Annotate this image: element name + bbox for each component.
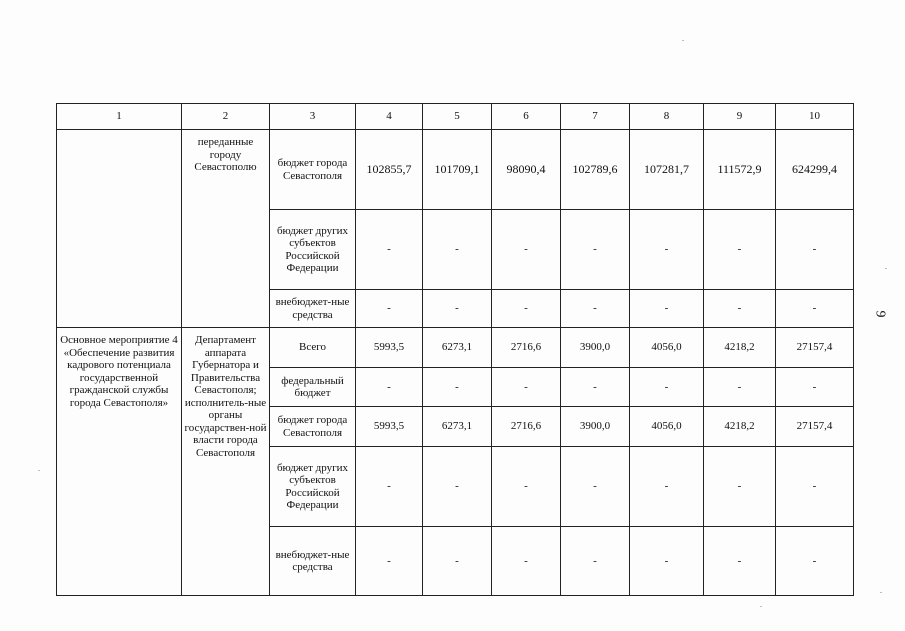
value-cell: - <box>423 447 492 527</box>
header-cell: 10 <box>776 104 854 130</box>
header-cell: 1 <box>57 104 182 130</box>
value-cell: - <box>356 290 423 328</box>
header-cell: 7 <box>561 104 630 130</box>
value-cell: - <box>776 210 854 290</box>
value-cell: 27157,4 <box>776 407 854 447</box>
value-cell: 107281,7 <box>630 130 704 210</box>
value-cell: 102855,7 <box>356 130 423 210</box>
funding-source-cell: бюджет других субъектов Российской Федерации <box>270 210 356 290</box>
funding-source-cell: Всего <box>270 328 356 368</box>
executor-cell: Департамент аппарата Губернатора и Правительства Севастополя; исполнитель-ные органы государствен-ной власти города Севастополя <box>182 328 270 596</box>
value-cell: - <box>492 527 561 596</box>
header-cell: 9 <box>704 104 776 130</box>
header-row <box>57 104 854 130</box>
table-row <box>57 328 854 368</box>
recipient-cell: переданные городу Севастополю <box>182 130 270 328</box>
value-cell: - <box>423 368 492 407</box>
value-cell: - <box>423 527 492 596</box>
value-cell: - <box>561 527 630 596</box>
value-cell: - <box>630 210 704 290</box>
value-cell: - <box>630 527 704 596</box>
value-cell: - <box>704 368 776 407</box>
empty-cell <box>57 130 182 328</box>
value-cell: - <box>356 368 423 407</box>
value-cell: - <box>561 447 630 527</box>
value-cell: 4056,0 <box>630 328 704 368</box>
header-cell: 6 <box>492 104 561 130</box>
value-cell: 624299,4 <box>776 130 854 210</box>
header-cell: 3 <box>270 104 356 130</box>
header-cell: 4 <box>356 104 423 130</box>
value-cell: - <box>704 527 776 596</box>
scan-speck <box>682 40 684 41</box>
table-row <box>57 130 854 210</box>
value-cell: 6273,1 <box>423 328 492 368</box>
value-cell: - <box>704 210 776 290</box>
value-cell: - <box>630 447 704 527</box>
funding-source-cell: бюджет города Севастополя <box>270 130 356 210</box>
value-cell: 3900,0 <box>561 328 630 368</box>
value-cell: - <box>561 368 630 407</box>
funding-source-cell: бюджет других субъектов Российской Федерации <box>270 447 356 527</box>
value-cell: 102789,6 <box>561 130 630 210</box>
header-cell: 5 <box>423 104 492 130</box>
value-cell: 4056,0 <box>630 407 704 447</box>
funding-source-cell: внебюджет-ные средства <box>270 290 356 328</box>
value-cell: 101709,1 <box>423 130 492 210</box>
value-cell: 4218,2 <box>704 407 776 447</box>
funding-source-cell: внебюджет-ные средства <box>270 527 356 596</box>
value-cell: - <box>356 210 423 290</box>
header-cell: 8 <box>630 104 704 130</box>
value-cell: - <box>776 290 854 328</box>
value-cell: - <box>776 447 854 527</box>
value-cell: 5993,5 <box>356 407 423 447</box>
value-cell: - <box>630 368 704 407</box>
funding-source-cell: федеральный бюджет <box>270 368 356 407</box>
value-cell: - <box>561 290 630 328</box>
value-cell: 27157,4 <box>776 328 854 368</box>
value-cell: - <box>492 210 561 290</box>
value-cell: - <box>492 290 561 328</box>
budget-table <box>56 103 854 596</box>
value-cell: - <box>776 368 854 407</box>
value-cell: 2716,6 <box>492 328 561 368</box>
header-cell: 2 <box>182 104 270 130</box>
scan-speck <box>880 592 882 593</box>
value-cell: - <box>704 447 776 527</box>
value-cell: - <box>423 290 492 328</box>
funding-source-cell: бюджет города Севастополя <box>270 407 356 447</box>
scan-speck <box>885 268 887 269</box>
value-cell: - <box>356 447 423 527</box>
value-cell: - <box>561 210 630 290</box>
activity-name-cell: Основное мероприятие 4 «Обеспечение развития кадрового потенциала государственной гражданской службы города Севастополя» <box>57 328 182 596</box>
value-cell: - <box>630 290 704 328</box>
value-cell: - <box>704 290 776 328</box>
value-cell: 4218,2 <box>704 328 776 368</box>
scan-speck <box>760 606 762 607</box>
page-number: 9 <box>872 310 888 318</box>
value-cell: 98090,4 <box>492 130 561 210</box>
value-cell: 111572,9 <box>704 130 776 210</box>
value-cell: 3900,0 <box>561 407 630 447</box>
value-cell: - <box>423 210 492 290</box>
value-cell: - <box>492 368 561 407</box>
value-cell: 2716,6 <box>492 407 561 447</box>
value-cell: - <box>776 527 854 596</box>
value-cell: - <box>492 447 561 527</box>
value-cell: 5993,5 <box>356 328 423 368</box>
value-cell: 6273,1 <box>423 407 492 447</box>
value-cell: - <box>356 527 423 596</box>
scan-speck <box>38 470 40 471</box>
